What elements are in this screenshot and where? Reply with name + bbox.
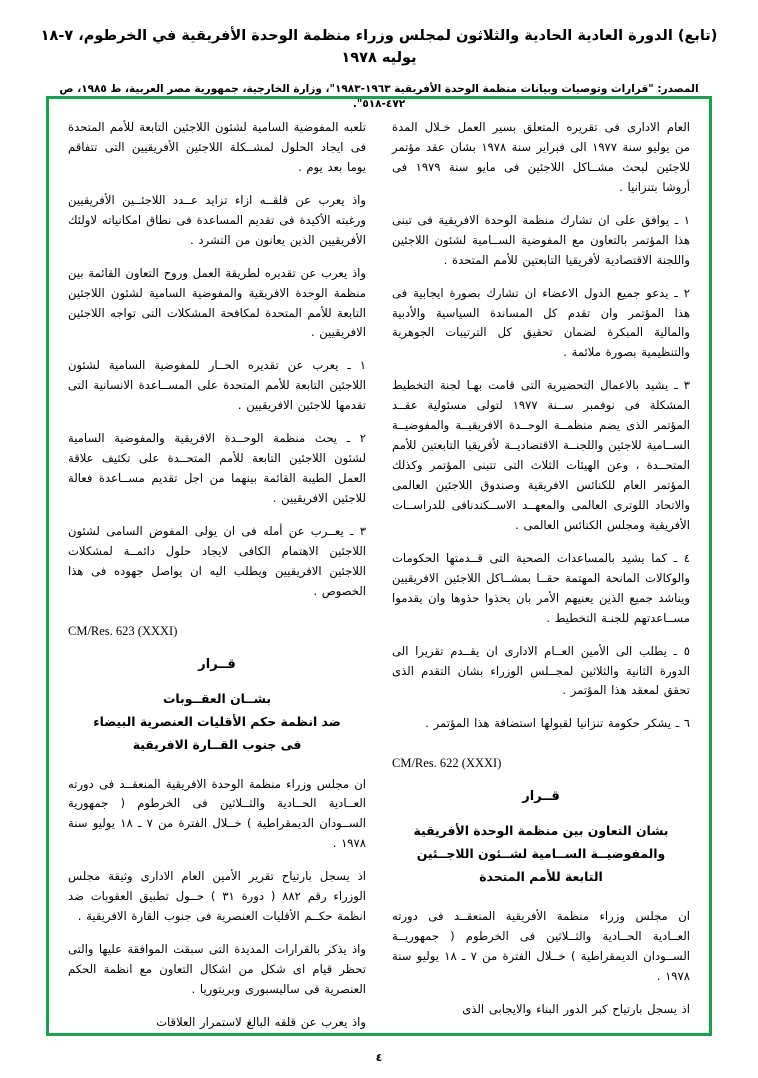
paragraph: ٤ ـ كما يشيد بالمساعدات الصحية التى قــدمتها الحكومات والوكالات المانحة المهتمة حقــا بمشــاكل اللاجئين الافريقيين ويناشد جميع الذين يعنيهم الأمر بان يحذوا حذوها وان يقدموا مســاعدتهم للجنـة التخطيط . (392, 550, 690, 625)
resolution-title-line: بشان التعاون بين منظمة الوحدة الأفريقية (413, 823, 669, 839)
paragraph: ان مجلس وزراء منظمة الوحدة الافريقية المنعقــد فى دورته العــادية الحــادية والثــلاثين فى الخرطوم ( جمهورية الســودان الديمقراطية ) خــلال الفترة من ٧ ـ ١٨ يوليو سنة ١٩٧٨ . (68, 776, 366, 851)
resolution-id: CM/Res. 623 (XXXI) (68, 623, 178, 638)
column-right (392, 118, 690, 1022)
resolution-title-line: والمفوضيــة الســامية لشــئون اللاجــئين (416, 846, 666, 862)
paragraph: واذ يعرب عن قلقه البالغ لاستمرار العلاقات (156, 1014, 366, 1029)
paragraph: واذ يعرب عن قلقــه ازاء تزايد عــدد اللاجئــين الأفريقيين ورغبته الأكيدة فى تقديم المساعدة فى نطاق امكانياته لاولئك الأفريقيين الذين يعانون من التشرد . (68, 192, 366, 247)
two-column-body (52, 100, 706, 1032)
paragraph: واذ يذكر بالقرارات المديدة التى سبقت الموافقة عليها والتى تحظر قيام اى شكل من اشكال التعاون مع انظمة الحكم العنصرية فى ساليسبورى وبريتوريا . (68, 942, 366, 996)
paragraph: ٣ ـ يشيد بالاعمال التحضيرية التى قامت بهـا لجنة التخطيط المشكلة فى نوفمبر ســنة ١٩٧٧ لتولى مسئولية عقــد المؤتمر الذى يضم منظمــة الوحــدة الافريقيــة والمفوضيــة الســامية للاجئين واللجنــة الاقتصاديــة لأفريقيا التابعتين للأمم المتحــدة ، وعن الهيئات الثلاث التى تتبنى المؤتمر وكذلك المؤتمر العام للكنائس الافريقية وصندوق اللاجئين العالمى والاتحاد اللوترى العالمى والمعهــد الاســكندنافى للدراســات الأفريقية ومجلس الكنائس العالمى . (392, 378, 690, 532)
header-source: المصدر: "قرارات وتوصيات وبيانات منظمة الوحدة الأفريقية ١٩٦٣-١٩٨٣"، وزارة الخارجية، جمهورية مصر العربية، ط ١٩٨٥، ص ٤٧٢-٥١٨". (59, 82, 699, 111)
resolution-title-line: التابعة للأمم المتحدة (479, 869, 603, 885)
paragraph: ١ ـ يعرب عن تقديره الحــار للمفوضية السامية لشئون اللاجئين التابعة للأمم المتحدة على المســاعدة الانسانية التى تقدمها للاجئين الافريقيين . (68, 358, 366, 413)
paragraph: ٣ ـ يعــرب عن أمله فى ان يولى المفوض السامى لشئون اللاجئين الاهتمام الكافى لايجاد حلول دائمــة لمشكلات اللاجئين الافريقيين ويطلب اليه ان يواصل جهوده فى هذا الخصوص . (68, 523, 366, 598)
paragraph: واذ يعرب عن تقديره لطريقة العمل وروح التعاون القائمة بين منظمة الوحدة الافريقية والمفوضية السامية لشئون اللاجئين التابعة للأمم المتحدة لمكافحة المشكلات التى تواجه اللاجئين الافريقيين . (68, 265, 366, 340)
paragraph: ٢ ـ يحث منظمة الوحــدة الافريقية والمفوضية السامية لشئون اللاجئين التابعة للأمم المتحــدة على تكثيف علاقة العمل الطيبة القائمة بينهما من اجل تقديم مســاعدة فعالة للاجئين الافريقيين . (68, 431, 366, 505)
paragraph: ٦ ـ يشكر حكومة تنزانيا لقبولها استضافة هذا المؤتمر . (425, 716, 690, 731)
paragraph: تلعبه المفوضية السامية لشئون اللاجئين التابعة للأمم المتحدة فى ايجاد الحلول لمشــكلة اللاجئين الأفريقيين التى تتفاقم يوما بعد يوم . (68, 120, 366, 174)
resolution-title-line: فى جنوب القــارة الافريقية (132, 736, 302, 752)
paragraph: اذ يسجل بارتياح كبر الدور البناء والايجابى الذى (462, 1001, 690, 1016)
resolution-id: CM/Res. 622 (XXXI) (392, 756, 502, 771)
resolution-title (68, 688, 366, 757)
column-left (68, 118, 367, 1029)
paragraph: ٢ ـ يدعو جميع الدول الاعضاء ان تشارك بصورة ايجابية فى هذا المؤتمر وان تقدم كل المساندة السياسية والأدبية والمالية المبكرة لضمان تحقيق كل الترتيبات الجوهرية والتنظيمية بصورة ملائمة . (392, 285, 690, 360)
resolution-heading: قــرار (522, 789, 560, 805)
paragraph: ٥ ـ يطلب الى الأمين العــام الادارى ان يقــدم تقريرا الى الدورة الثانية والثلاثين لمجــلس الوزراء بشان التقدم الذى تحقق لمعقد هذا المؤتمر . (392, 643, 690, 698)
paragraph: ان مجلس وزراء منظمة الأفريقية المنعقــد فى دورته العــادية الحــادية والثــلاثين فى الخرطوم ( جمهوريــة الســودان الديمقراطية ) خــلال الفترة من ٧ ـ ١٨ يوليو سنة ١٩٧٨ . (392, 909, 690, 983)
paragraph: اذ يسجل بارتياح تقرير الأمين العام الادارى وثيقة مجلس الوزراء رقم ٨٨٢ ( دورة ٣١ ) حــول تطبيق العقوبات ضد انظمة حكــم الأقليات العنصرية فى جنوب القارة الافريقية . (68, 869, 367, 924)
resolution-title (392, 820, 690, 889)
resolution-title-line: ضد انظمة حكم الأقليات العنصرية البيضاء (93, 713, 341, 729)
paragraph: العام الادارى فى تقريره المتعلق بسير العمل خـلال المدة من يوليو سنة ١٩٧٧ الى فبراير سنة ١٩٧٨ بشان عقد مؤتمر للاجئين لبحث مشــاكل اللاجئين فى مايو سنة ١٩٧٩ فى أروشا بتنزانيا . (392, 120, 691, 194)
header-title: (تابع) الدورة العادية الحادية والثلاثون لمجلس وزراء منظمة الوحدة الأفريقية في الخرطوم، ٧-١٨ يوليه ١٩٧٨ (40, 28, 718, 66)
resolution-heading: قــرار (198, 656, 236, 672)
paragraph: ١ ـ يوافق على ان تشارك منظمة الوحدة الافريقية فى تبنى هذا المؤتمر بالتعاون مع المفوضية الســامية لشئون اللاجئين واللجنة الاقتصادية لأفريقيا التابعتين للأمم المتحدة . (392, 212, 690, 267)
resolution-title-line: بشــان العقــوبات (162, 690, 272, 706)
page-number: ٤ (375, 1051, 383, 1064)
